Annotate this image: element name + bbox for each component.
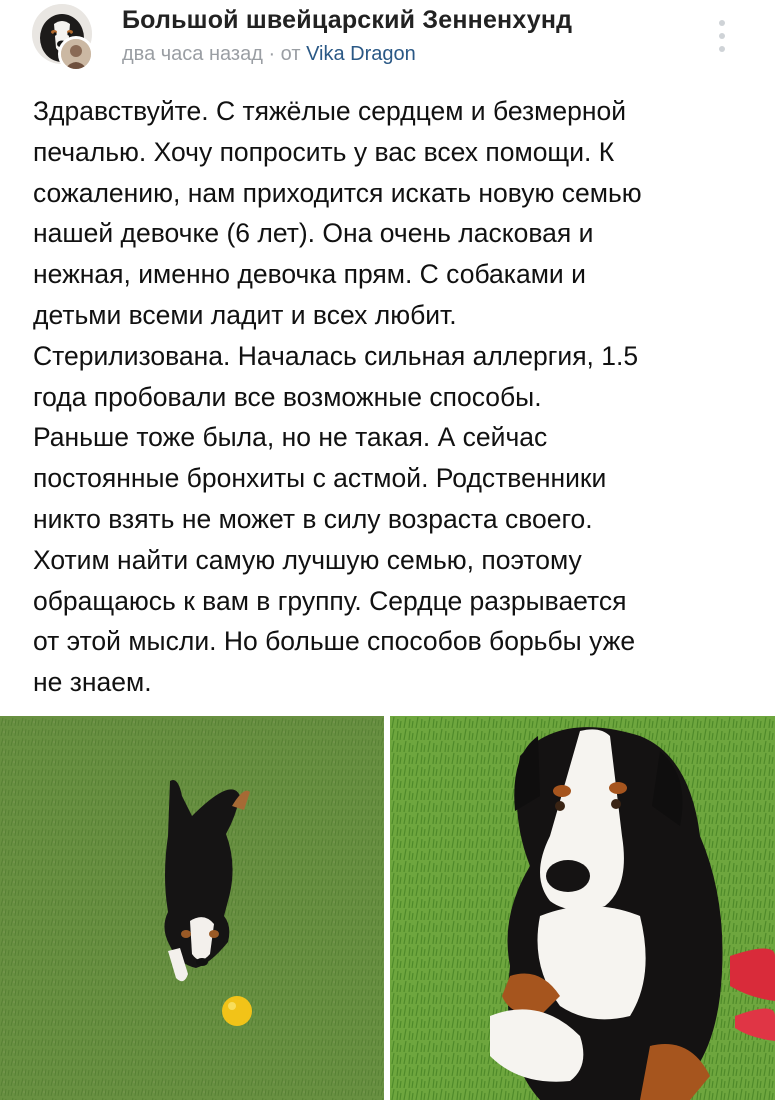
more-options-button[interactable] [712, 14, 732, 58]
dog-on-grass-photo-icon [0, 716, 384, 1100]
dog-portrait-photo-icon [390, 716, 775, 1100]
post-time: два часа назад [122, 43, 263, 65]
photo-grid [0, 716, 775, 1100]
meta-separator: · от [262, 43, 307, 65]
avatar-group[interactable] [32, 4, 98, 70]
photo-dog-portrait[interactable] [390, 716, 775, 1100]
group-name[interactable]: Большой швейцарский Зенненхунд [122, 6, 573, 34]
post-header [0, 0, 775, 80]
author-link[interactable]: Vika Dragon [306, 43, 416, 65]
post-meta [122, 43, 416, 66]
user-avatar-icon [61, 39, 91, 69]
dot-icon [719, 20, 725, 26]
dot-icon [719, 33, 725, 39]
dot-icon [719, 46, 725, 52]
photo-dog-on-grass[interactable] [0, 716, 384, 1100]
author-avatar[interactable] [58, 36, 94, 72]
post-text: Здравствуйте. С тяжёлые сердцем и безмерной печалью. Хочу попросить у вас всех помощи. К сожалению, нам приходится искать новую семью нашей девочке (6 лет). Она очень ласковая и нежная, именно девочка прям. С собаками и детьми всеми ладит и всех любит. Стерилизована. Началась сильная аллергия, 1.5 года пробовали все возможные способы. Раньше тоже была, но не такая. А сейчас постоянные бронхиты с астмой. Родственники никто взять не может в силу возраста своего. Хотим найти самую лучшую семью, поэтому обращаюсь к вам в группу. Сердце разрывается от этой мысли. Но больше способов борьбы уже не знаем. [33, 96, 642, 698]
